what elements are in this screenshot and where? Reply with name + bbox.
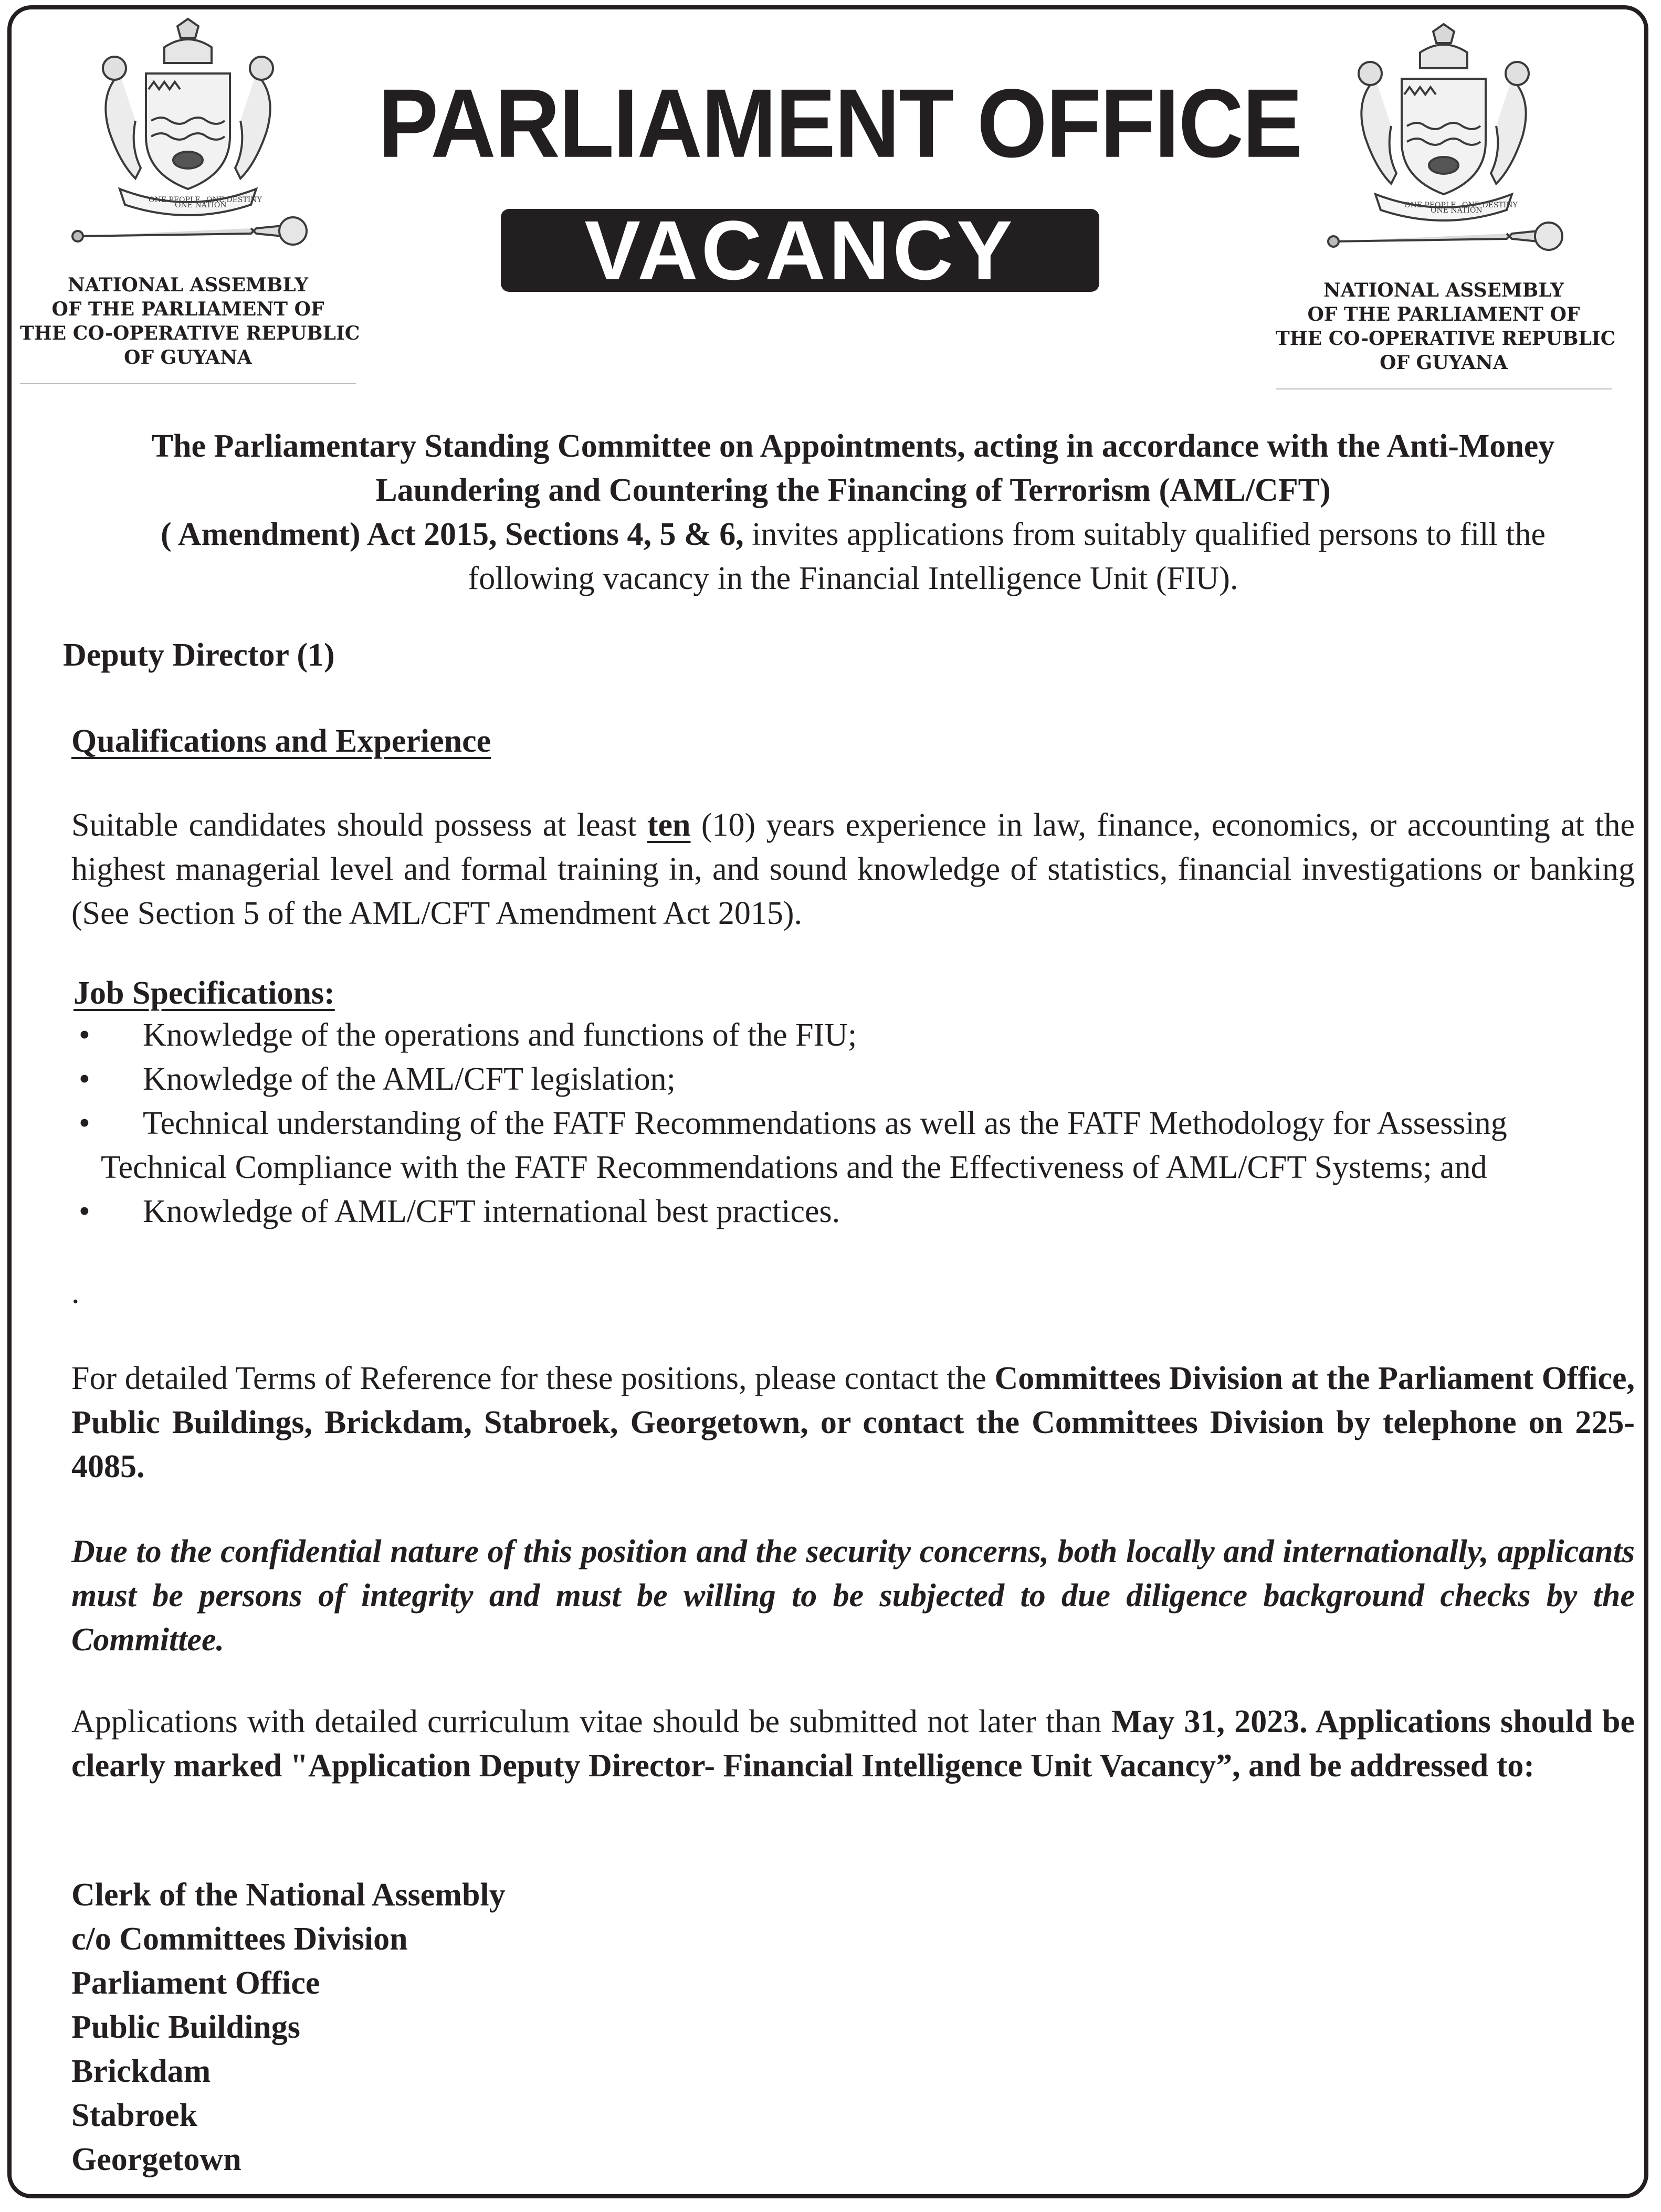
address-line: Parliament Office bbox=[71, 1965, 320, 2001]
caption-line: THE CO-OPERATIVE REPUBLIC bbox=[20, 322, 360, 344]
coat-of-arms-icon bbox=[57, 16, 319, 278]
job-spec-item bbox=[71, 1101, 1635, 1189]
qualifications-heading-row bbox=[71, 719, 1635, 763]
applications-paragraph bbox=[71, 1700, 1635, 1788]
motto-text-3: ONE DESTINY bbox=[206, 196, 262, 204]
motto-text-3: ONE DESTINY bbox=[1462, 201, 1518, 209]
caption-line: OF THE PARLIAMENT OF bbox=[1307, 303, 1580, 325]
job-specs-list bbox=[71, 1013, 1635, 1234]
job-specs-heading: Job Specifications: bbox=[73, 975, 335, 1011]
emblem-caption-left bbox=[20, 273, 360, 370]
caption-divider bbox=[20, 383, 356, 384]
emblem-caption-right bbox=[1276, 278, 1616, 375]
address-line: Georgetown bbox=[71, 2142, 241, 2177]
caption-line: NATIONAL ASSEMBLY bbox=[67, 274, 309, 296]
intro-line-4: following vacancy in the Financial Intelligence Unit (FIU). bbox=[468, 561, 1238, 596]
applications-text: Applications with detailed curriculum vitae should be submitted not later than bbox=[71, 1704, 1111, 1740]
intro-act-reference: ( Amendment) Act 2015, Sections 4, 5 & 6, bbox=[160, 517, 744, 552]
qualifications-heading: Qualifications and Experience bbox=[71, 723, 491, 759]
job-spec-item: • Knowledge of AML/CFT international best practices. bbox=[71, 1189, 1635, 1234]
page-title: PARLIAMENT OFFICE bbox=[378, 69, 1302, 178]
caption-line: THE CO-OPERATIVE REPUBLIC bbox=[1276, 328, 1616, 350]
motto-text-1: ONE PEOPLE bbox=[1404, 201, 1456, 209]
address-line: Clerk of the National Assembly bbox=[71, 1877, 506, 1913]
mailing-address bbox=[71, 1873, 1635, 2182]
qualifications-text-end: (10) years experience in law, finance, economics, or accounting at the highest managerial level and formal training in, and sound knowledge of statistics, financial investigations or banking (See Section 5 of the AML/CFT Amendment Act 2015). bbox=[71, 807, 1635, 931]
job-spec-item: • Knowledge of the AML/CFT legislation; bbox=[71, 1057, 1635, 1101]
qualifications-emphasis: ten bbox=[647, 807, 691, 843]
confidentiality-notice: Due to the confidential nature of this position and the security concerns, both locally and internationally, applicants must be persons of integrity and must be willing to be subjected to due diligence background checks by the Committee. bbox=[71, 1534, 1635, 1658]
caption-line: OF GUYANA bbox=[124, 346, 252, 368]
job-spec-item: • Knowledge of the operations and functions of the FIU; bbox=[71, 1013, 1635, 1057]
motto-text-2: ONE NATION bbox=[1431, 206, 1483, 215]
caption-divider bbox=[1276, 388, 1612, 389]
contact-text: For detailed Terms of Reference for these positions, please contact the bbox=[71, 1361, 995, 1396]
intro-line-3-rest: invites applications from suitably qualified persons to fill the bbox=[743, 517, 1546, 552]
stray-mark: . bbox=[71, 1274, 80, 1310]
coat-of-arms-icon bbox=[1312, 21, 1575, 283]
qualifications-paragraph bbox=[71, 803, 1635, 935]
contact-paragraph bbox=[71, 1356, 1635, 1489]
job-spec-item-continuation: Technical Compliance with the FATF Recommendations and the Effectiveness of AML/CFT Systems; and bbox=[101, 1150, 1487, 1185]
vacancy-badge: VACANCY bbox=[501, 209, 1099, 292]
position-title: Deputy Director (1) bbox=[63, 637, 335, 673]
job-specs-heading-row bbox=[73, 971, 1637, 1015]
intro-paragraph bbox=[71, 424, 1635, 601]
applications-deadline: May 31, 2023. Applications should be clearly marked "Application Deputy Director- Financial Intelligence Unit Vacancy”, and be addressed to: bbox=[71, 1704, 1635, 1784]
address-line: Public Buildings bbox=[71, 2009, 300, 2045]
intro-line-1: The Parliamentary Standing Committee on Appointments, acting in accordance with the Anti-Money bbox=[151, 428, 1555, 464]
address-line: Stabroek bbox=[71, 2098, 198, 2133]
caption-line: NATIONAL ASSEMBLY bbox=[1323, 279, 1564, 301]
coat-of-arms-left bbox=[20, 16, 360, 394]
job-spec-item-text: Technical understanding of the FATF Recommendations as well as the FATF Methodology for Assessing bbox=[143, 1105, 1507, 1141]
coat-of-arms-right bbox=[1276, 21, 1616, 399]
caption-line: OF GUYANA bbox=[1380, 352, 1508, 374]
motto-text-1: ONE PEOPLE bbox=[149, 196, 201, 204]
motto-text-2: ONE NATION bbox=[175, 201, 227, 209]
qualifications-text-start: Suitable candidates should possess at least bbox=[71, 807, 647, 843]
intro-line-3 bbox=[71, 512, 1635, 556]
caption-line: OF THE PARLIAMENT OF bbox=[51, 298, 324, 320]
address-line: Brickdam bbox=[71, 2053, 211, 2089]
address-line: c/o Committees Division bbox=[71, 1921, 408, 1957]
contact-details: Committees Division at the Parliament Office, Public Buildings, Brickdam, Stabroek, Georgetown, or contact the Committees Division by telephone on 225-4085. bbox=[71, 1361, 1635, 1484]
intro-line-2: Laundering and Countering the Financing of Terrorism (AML/CFT) bbox=[375, 472, 1331, 508]
